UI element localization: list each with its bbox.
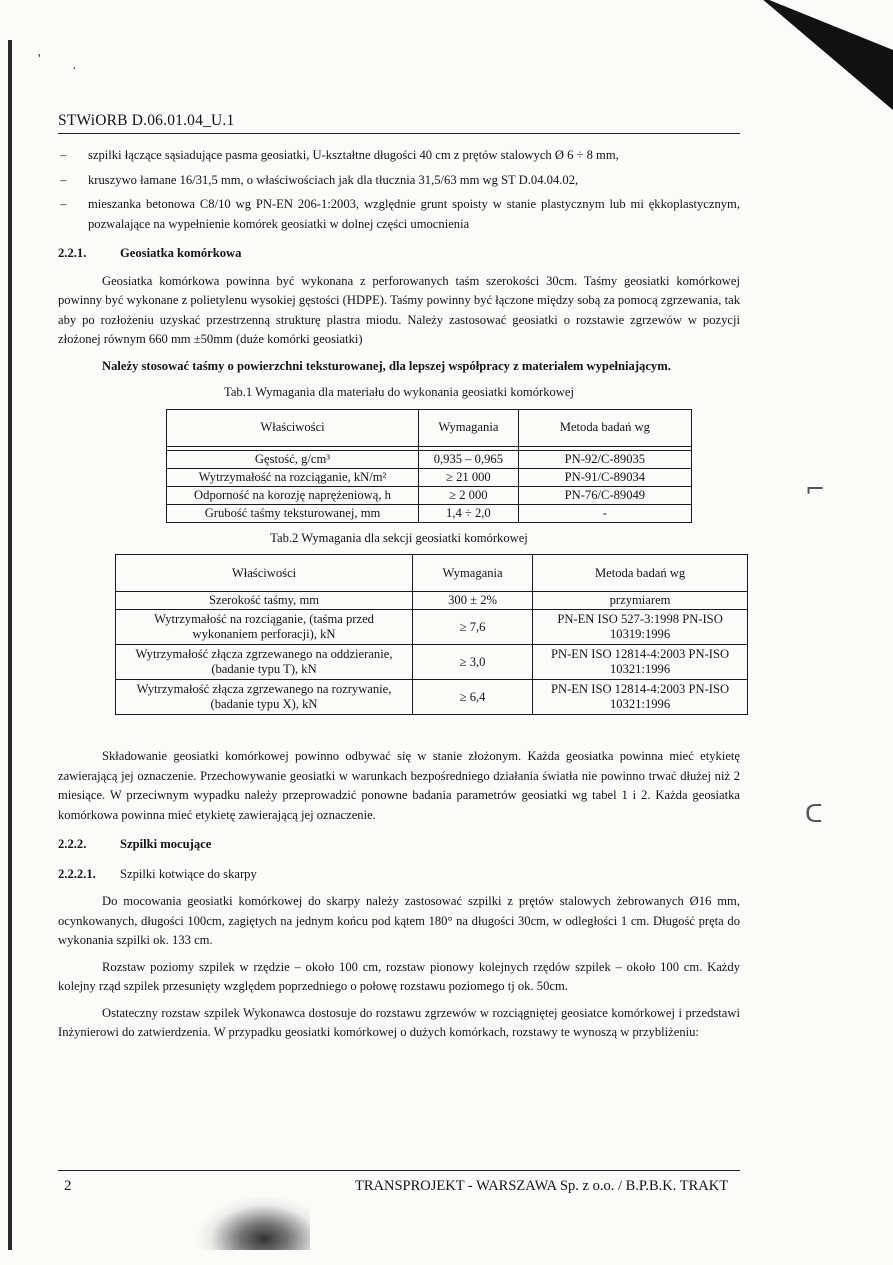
list-item: – kruszywo łamane 16/31,5 mm, o właściwościach jak dla tłucznia 31,5/63 mm wg ST D.04.04.02, xyxy=(58,171,740,191)
table-row xyxy=(167,486,692,504)
section-heading-2-2-2-1: 2.2.2.1. Szpilki kotwiące do skarpy xyxy=(58,866,257,881)
margin-mark: ᑕ xyxy=(805,800,823,828)
scan-speck: · xyxy=(72,62,77,77)
table-row xyxy=(167,468,692,486)
table-row xyxy=(116,645,748,680)
table-cell: 1,4 ÷ 2,0 xyxy=(419,504,519,522)
table-cell: 300 ± 2% xyxy=(413,592,533,610)
table2-caption: Tab.2 Wymagania dla sekcji geosiatki komórkowej xyxy=(270,530,528,545)
table-cell: Odporność na korozję naprężeniową, h xyxy=(167,486,419,504)
table-header: Metoda badań wg xyxy=(518,409,691,446)
paragraph: Rozstaw poziomy szpilek w rzędzie – około 100 cm, rozstaw pionowy kolejnych rzędów szpilek – około 100 cm. Każdy kolejny rząd szpilek przesunięty względem poprzedniego o połowę rozstawu poziomego tj ok. 50cm. xyxy=(58,959,740,993)
paragraph: Do mocowania geosiatki komórkowej do skarpy należy zastosować szpilki z prętów stalowych żebrowanych Ø16 mm, ocynkowanych, długości 100cm, zagiętych na jednym końcu pod kątem 180° na długości 30cm, w odległości 1 cm. Długość pręta do wykonania szpilki ok. 133 cm. xyxy=(58,894,740,947)
table-header: Wymagania xyxy=(413,555,533,592)
header-rule xyxy=(58,133,740,134)
table-row xyxy=(116,592,748,610)
table-header: Wymagania xyxy=(419,409,519,446)
table-cell: Szerokość taśmy, mm xyxy=(116,592,413,610)
table-header: Metoda badań wg xyxy=(533,555,748,592)
paragraph: Składowanie geosiatki komórkowej powinno odbywać się w stanie złożonym. Każda geosiatka powinna mieć etykietę zawierającą jej oznaczenie. Przechowywanie geosiatki w warunkach bezpośredniego działania światła nie powinno trwać dłużej niż 2 miesiące. W przeciwnym wypadku należy przeprowadzić ponowne badania parametrów geosiatki wg tabel 1 i 2. Każda geosiatka komórkowa powinna mieć etykietę zawierającą jej oznaczenie. xyxy=(58,749,740,822)
list-item: – szpilki łączące sąsiadujące pasma geosiatki, U-kształtne długości 40 cm z prętów stalowych Ø 6 ÷ 8 mm, xyxy=(58,146,740,166)
list-item: – mieszanka betonowa C8/10 wg PN-EN 206-1:2003, względnie grunt spoisty w stanie plastycznym lub mi ękkoplastycznym, pozwalające na wypełnienie komórek geosiatki w dolnej części umocnienia xyxy=(58,195,740,234)
table-cell: PN-EN ISO 12814-4:2003 PN-ISO 10321:1996 xyxy=(533,645,748,680)
table-header: Właściwości xyxy=(167,409,419,446)
paragraph: Należy stosować taśmy o powierzchni teksturowanej, dla lepszej współpracy z materiałem wypełniającym. xyxy=(102,358,671,373)
table-cell: PN-EN ISO 12814-4:2003 PN-ISO 10321:1996 xyxy=(533,680,748,715)
table1-caption: Tab.1 Wymagania dla materiału do wykonania geosiatki komórkowej xyxy=(224,385,574,399)
table-cell: Wytrzymałość złącza zgrzewanego na oddzieranie, (badanie typu T), kN xyxy=(116,645,413,680)
table-cell: ≥ 7,6 xyxy=(413,610,533,645)
table-cell: 0,935 – 0,965 xyxy=(419,450,519,468)
footer-company: TRANSPROJEKT - WARSZAWA Sp. z o.o. / B.P.B.K. TRAKT xyxy=(355,1178,729,1194)
table-cell: ≥ 2 000 xyxy=(419,486,519,504)
document-code: STWiORB D.06.01.04_U.1 xyxy=(58,112,235,129)
margin-mark: ⌐ xyxy=(805,475,826,503)
table-cell: PN-EN ISO 527-3:1998 PN-ISO 10319:1996 xyxy=(533,610,748,645)
table-cell: Grubość taśmy teksturowanej, mm xyxy=(167,504,419,522)
table-cell: Wytrzymałość złącza zgrzewanego na rozrywanie, (badanie typu X), kN xyxy=(116,680,413,715)
table-row xyxy=(167,504,692,522)
page-content xyxy=(58,146,740,1050)
table-cell: ≥ 3,0 xyxy=(413,645,533,680)
table-row xyxy=(167,450,692,468)
paragraph: Geosiatka komórkowa powinna być wykonana z perforowanych taśm szerokości 30cm. Taśmy geosiatki komórkowej powinny być wykonane z polietylenu wysokiej gęstości (HDPE). Taśmy powinny być łączone między sobą za pomocą zgrzewania, tak aby po rozłożeniu uzyskać przestrzenną strukturę plastra miodu. Należy zastosować geosiatki o rozstawie zgrzewów w pozycji złożonej równym 660 mm ±50mm (duże komórki geosiatki) xyxy=(58,273,740,346)
table-cell: PN-91/C-89034 xyxy=(518,468,691,486)
table-cell: Wytrzymałość na rozciąganie, (taśma przed wykonaniem perforacji), kN xyxy=(116,610,413,645)
materials-list xyxy=(58,146,740,234)
scan-corner-shadow xyxy=(758,0,893,110)
table-cell: PN-76/C-89049 xyxy=(518,486,691,504)
table2 xyxy=(115,554,748,715)
scan-speck: ' xyxy=(38,52,41,67)
paragraph: Ostateczny rozstaw szpilek Wykonawca dostosuje do rozstawu zgrzewów w rozciągniętej geosiatce komórkowej i przedstawi Inżynierowi do zatwierdzenia. W przypadku geosiatki komórkowej o dużych komórkach, rozstawy te wynoszą w przybliżeniu: xyxy=(58,1005,740,1039)
table1 xyxy=(166,409,692,523)
table-cell: Gęstość, g/cm³ xyxy=(167,450,419,468)
table-cell: PN-92/C-89035 xyxy=(518,450,691,468)
table-cell: ≥ 21 000 xyxy=(419,468,519,486)
footer-rule xyxy=(58,1170,740,1171)
table-row xyxy=(116,680,748,715)
table-cell: ≥ 6,4 xyxy=(413,680,533,715)
table-cell: - xyxy=(518,504,691,522)
table-cell: Wytrzymałość na rozciąganie, kN/m² xyxy=(167,468,419,486)
section-heading-2-2-1: 2.2.1. Geosiatka komórkowa xyxy=(58,246,242,260)
table-row xyxy=(116,610,748,645)
scan-edge xyxy=(8,40,12,1250)
page-number: 2 xyxy=(64,1178,72,1194)
table-header: Właściwości xyxy=(116,555,413,592)
section-heading-2-2-2: 2.2.2. Szpilki mocujące xyxy=(58,837,212,851)
table-cell: przymiarem xyxy=(533,592,748,610)
scan-blotch xyxy=(195,1195,310,1250)
